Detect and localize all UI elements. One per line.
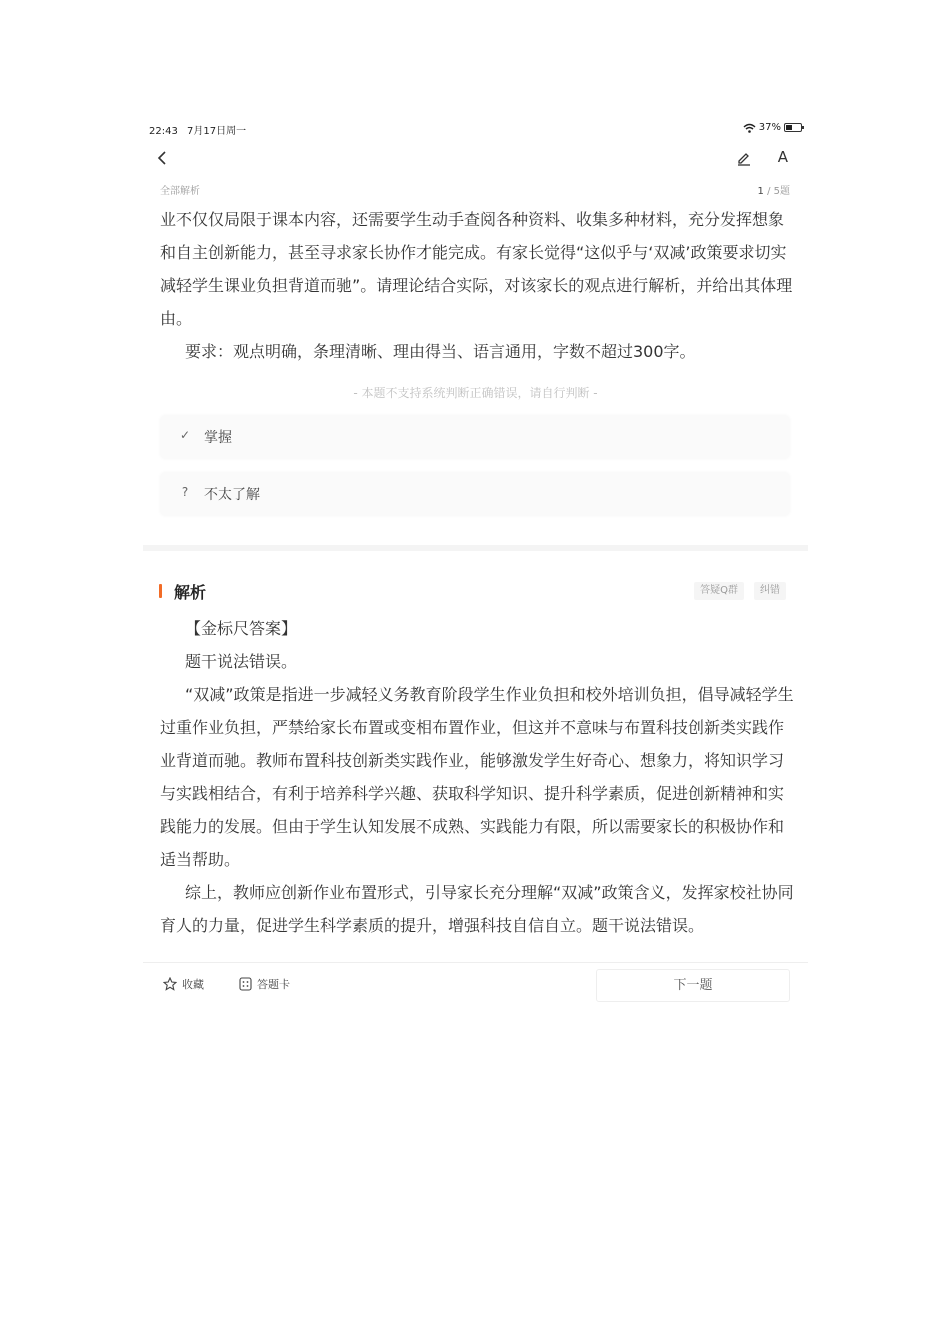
question-mark-icon: ? (181, 485, 189, 499)
favorite-label: 收藏 (182, 978, 204, 991)
answer-paragraph: “双减”政策是指进一步减轻义务教育阶段学生作业负担和校外培训负担，倡导减轻学生过重作业负担，严禁给家长布置或变相布置作业，但这并不意味与布置科技创新类实践作业背道而驰。教师布置科技创新类实践作业，能够激发学生好奇心、想象力，将知识学习与实践相结合，有利于培养科学兴趣、获取科学知识、提升科学素质，促进创新精神和实践能力的发展。但由于学生认知发展不成熟、实践能力有限，所以需要家长的积极协作和适当帮助。 (160, 685, 794, 869)
pencil-icon[interactable] (736, 150, 752, 166)
option-label: 掌握 (204, 430, 232, 446)
option-not-understood[interactable] (160, 472, 790, 516)
analysis-title: 解析 (174, 583, 207, 602)
question-requirement: 要求：观点明确，条理清晰、理由得当、语言通用，字数不超过300字。 (185, 342, 696, 361)
answer-paragraph: 综上，教师应创新作业布置形式，引导家长充分理解“双减”政策含义，发挥家校社协同育人的力量，促进学生科学素质的提升，增强科技自信自立。题干说法错误。 (160, 883, 794, 935)
status-bar (149, 122, 802, 138)
status-time: 22:43 (149, 126, 178, 137)
wifi-icon (743, 123, 756, 133)
bottom-divider (143, 962, 808, 963)
question-paragraph: 业不仅仅局限于课本内容，还需要学生动手查阅各种资料、收集多种材料，充分发挥想象和自主创新能力，甚至寻求家长协作才能完成。有家长觉得“这似乎与‘双减’政策要求切实减轻学生课业负担背道而驰”。请理论结合实际，对该家长的观点进行解析，并给出其体理由。 (160, 210, 793, 328)
check-icon: ✓ (179, 428, 191, 442)
nav-bar (143, 146, 808, 170)
analysis-header (159, 580, 786, 604)
font-size-button[interactable]: A (777, 148, 788, 166)
chevron-left-icon[interactable] (155, 148, 169, 168)
option-label: 不太了解 (204, 487, 260, 503)
answer-card-button[interactable] (239, 976, 290, 992)
analysis-content (160, 612, 796, 942)
app-screen (143, 112, 808, 1012)
qq-group-button[interactable]: 答疑Q群 (694, 582, 744, 600)
answer-card-label: 答题卡 (257, 978, 290, 991)
progress-total: / 5题 (767, 186, 790, 197)
accent-bar (159, 584, 162, 598)
favorite-button[interactable] (163, 976, 204, 992)
next-question-button[interactable]: 下一题 (596, 969, 790, 1002)
question-progress (758, 182, 790, 197)
answer-heading: 【金标尺答案】 (185, 619, 298, 638)
status-date: 7月17日周一 (187, 126, 247, 137)
star-icon (163, 977, 177, 991)
progress-current: 1 (757, 186, 764, 197)
battery-percent: 37% (758, 122, 781, 133)
battery-icon (784, 123, 802, 132)
sub-header (160, 182, 790, 196)
option-mastered[interactable] (160, 415, 790, 459)
judge-notice: - 本题不支持系统判断正确错误，请自行判断 - (353, 386, 598, 400)
bottom-bar (143, 968, 808, 1004)
report-error-button[interactable]: 纠错 (754, 582, 786, 600)
answer-card-icon (239, 977, 252, 991)
section-divider (143, 545, 808, 551)
answer-paragraph: 题干说法错误。 (185, 652, 298, 671)
question-text (160, 203, 796, 368)
section-title: 全部解析 (160, 186, 200, 197)
